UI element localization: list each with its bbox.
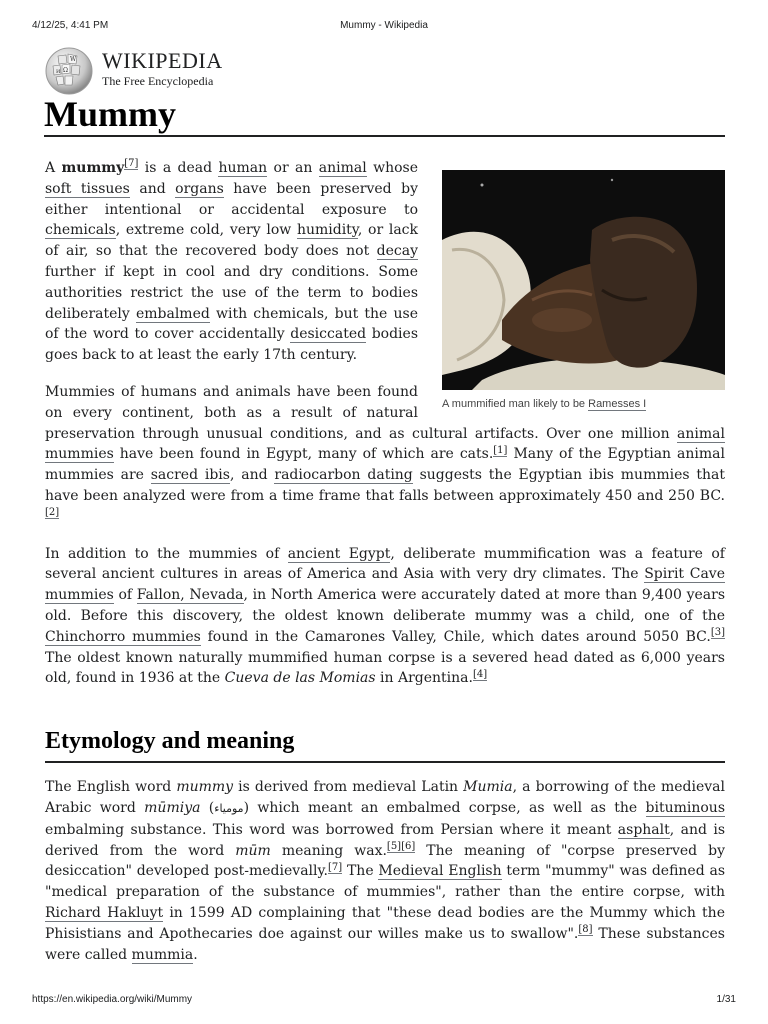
- infobox-figure: [442, 170, 725, 411]
- link-animal-mummies[interactable]: animal mummies: [45, 425, 725, 463]
- text: have been found in Egypt, many of which are cats.: [113, 446, 494, 463]
- text: The: [342, 863, 379, 880]
- link-decay[interactable]: decay: [376, 243, 418, 260]
- link-organs[interactable]: organs: [175, 180, 224, 197]
- ref-7[interactable]: [124, 158, 138, 170]
- wikipedia-globe-icon[interactable]: [44, 46, 94, 96]
- text: whose: [366, 160, 418, 176]
- text: The oldest known naturally mummified human corpse is a severed head dated as 6,000 years old, found in 1936 at the: [45, 649, 725, 687]
- ref-7b[interactable]: [328, 862, 342, 874]
- italic-mumiya: mūmiya: [144, 799, 201, 816]
- link-human[interactable]: human: [218, 160, 268, 176]
- ref-link[interactable]: [6]: [401, 840, 416, 852]
- text: Mummies of humans and animals have been found on every continent, both as a result of natural preservation through unusual conditions, and as cultural artifacts. Over one million: [45, 383, 678, 442]
- italic-mumia: Mumia: [463, 779, 513, 796]
- italic-mum: mūm: [235, 842, 271, 859]
- paragraph-other-cultures: [45, 544, 725, 690]
- link-chemicals[interactable]: chemicals: [45, 222, 116, 239]
- ref-link[interactable]: [8]: [578, 924, 593, 936]
- text: These substances were called: [45, 925, 725, 963]
- text: The English word: [45, 779, 177, 796]
- mummy-photo[interactable]: [442, 170, 725, 390]
- ref-link[interactable]: [4]: [472, 668, 488, 680]
- text: .: [193, 946, 198, 963]
- ref-1[interactable]: [493, 445, 507, 457]
- text: Many of the Egyptian animal mummies are: [45, 446, 725, 484]
- text: (: [200, 799, 215, 816]
- text: further if kept in cool and dry conditions. Some authorities restrict the use of the term to bodies deliberately: [45, 263, 418, 322]
- link-embalmed[interactable]: embalmed: [135, 305, 210, 322]
- text: , and is derived from the word: [45, 821, 725, 859]
- print-timestamp: 4/12/25, 4:41 PM: [32, 20, 109, 31]
- link-ramesses-i[interactable]: Ramesses I: [588, 398, 647, 410]
- text: , or lack of air, so that the recovered body does not: [45, 222, 419, 260]
- text: term "mummy" was defined as "medical preparation of the substance of mummies", rather than the entire corpse, with: [45, 863, 726, 901]
- ref-link[interactable]: [2]: [45, 507, 60, 519]
- text: is derived from medieval Latin: [233, 779, 464, 796]
- text: is a dead: [138, 160, 219, 176]
- link-richard-hakluyt[interactable]: Richard Hakluyt: [45, 904, 164, 921]
- article-title: Mummy: [44, 94, 176, 134]
- text: suggests the Egyptian ibis mummies that have been analyzed were from a time frame that falls between approximately 450 and 250 BC.: [45, 467, 725, 504]
- text: have been preserved by either intentional or accidental exposure to: [45, 180, 418, 218]
- text: of: [113, 587, 137, 604]
- ref-4[interactable]: [473, 669, 487, 681]
- title-underline: [44, 135, 725, 137]
- text: in Argentina.: [375, 670, 473, 687]
- paragraph-etymology: [45, 777, 725, 965]
- text: , extreme cold, very low: [115, 222, 297, 239]
- bold-term-mummy: mummy: [61, 160, 125, 176]
- ref-2[interactable]: [45, 507, 59, 519]
- article-body: [45, 158, 725, 981]
- print-page-title: Mummy - Wikipedia: [340, 20, 428, 31]
- svg-text:Ω: Ω: [63, 67, 68, 74]
- italic-mummy: mummy: [176, 779, 234, 796]
- link-soft-tissues[interactable]: soft tissues: [45, 180, 130, 197]
- link-humidity[interactable]: humidity: [296, 222, 358, 239]
- ref-5[interactable]: [387, 841, 401, 853]
- ref-link[interactable]: [7]: [328, 861, 343, 873]
- ref-6[interactable]: [401, 841, 415, 853]
- wikipedia-tagline: The Free Encyclopedia: [102, 74, 214, 88]
- text: ) which meant an embalmed corpse, as well as the: [243, 799, 646, 816]
- text: embalming substance. This word was borrowed from Persian where it meant: [45, 821, 618, 838]
- svg-text:W: W: [70, 56, 77, 63]
- text: bodies goes back to at least the early 17th century.: [45, 326, 418, 364]
- print-page-number: 1/31: [716, 994, 736, 1005]
- link-asphalt[interactable]: asphalt: [617, 821, 670, 838]
- link-chinchorro-mummies[interactable]: Chinchorro mummies: [45, 628, 201, 645]
- link-desiccated[interactable]: desiccated: [290, 326, 367, 343]
- link-spirit-cave-mummies[interactable]: Spirit Cave mummies: [45, 566, 725, 604]
- text: , a borrowing of the medieval Arabic word: [45, 779, 726, 816]
- link-mummia[interactable]: mummia: [131, 946, 194, 963]
- figure-caption: [442, 397, 725, 411]
- text: meaning wax.: [270, 842, 387, 859]
- ref-8[interactable]: [578, 924, 592, 936]
- text: , and: [229, 467, 275, 484]
- link-bituminous[interactable]: bituminous: [645, 799, 725, 816]
- text: in 1599 AD complaining that "these dead bodies are the Mummy which the Phisistians and Apothecaries doe against our willes make us to swallow".: [45, 904, 725, 942]
- link-fallon-nevada[interactable]: Fallon, Nevada: [136, 587, 244, 604]
- section-heading-etymology: Etymology and meaning: [45, 725, 725, 763]
- text: The meaning of "corpse preserved by desiccation" developed post-medievally.: [45, 842, 725, 880]
- wikipedia-wordmark[interactable]: [102, 50, 223, 89]
- link-medieval-english[interactable]: Medieval English: [378, 863, 502, 880]
- ref-link[interactable]: [1]: [493, 444, 508, 456]
- ref-link[interactable]: [3]: [710, 627, 726, 639]
- print-url: https://en.wikipedia.org/wiki/Mummy: [32, 994, 193, 1005]
- link-radiocarbon-dating[interactable]: radiocarbon dating: [274, 467, 413, 484]
- text: with chemicals, but the use of the word to cover accidentally: [45, 305, 418, 343]
- text: A: [45, 160, 62, 176]
- text: , deliberate mummification was a feature of several ancient cultures in areas of America and Asia with very dry climates. The: [45, 545, 725, 583]
- text: In addition to the mummies of: [45, 545, 288, 562]
- text: and: [129, 180, 176, 197]
- ref-link[interactable]: [5]: [386, 840, 402, 852]
- link-sacred-ibis[interactable]: sacred ibis: [150, 467, 230, 484]
- text: or an: [267, 160, 319, 176]
- ref-link[interactable]: [7]: [124, 158, 139, 170]
- italic-cueva-de-las-momias: Cueva de las Momias: [224, 670, 376, 687]
- wikipedia-name: WIKIPEDIA: [102, 48, 223, 73]
- link-ancient-egypt[interactable]: ancient Egypt: [287, 545, 391, 562]
- svg-text:И: И: [56, 69, 61, 75]
- text: , in North America were accurately dated at more than 9,400 years old. Before this discovery, the oldest known deliberate mummy was a child, one of the: [45, 587, 726, 624]
- ref-3[interactable]: [711, 627, 725, 639]
- caption-text: A mummified man likely to be: [442, 398, 589, 410]
- link-animal[interactable]: animal: [318, 160, 367, 176]
- arabic-word: مومياء: [214, 801, 244, 815]
- text: found in the Camarones Valley, Chile, which dates around 5050 BC.: [200, 628, 711, 645]
